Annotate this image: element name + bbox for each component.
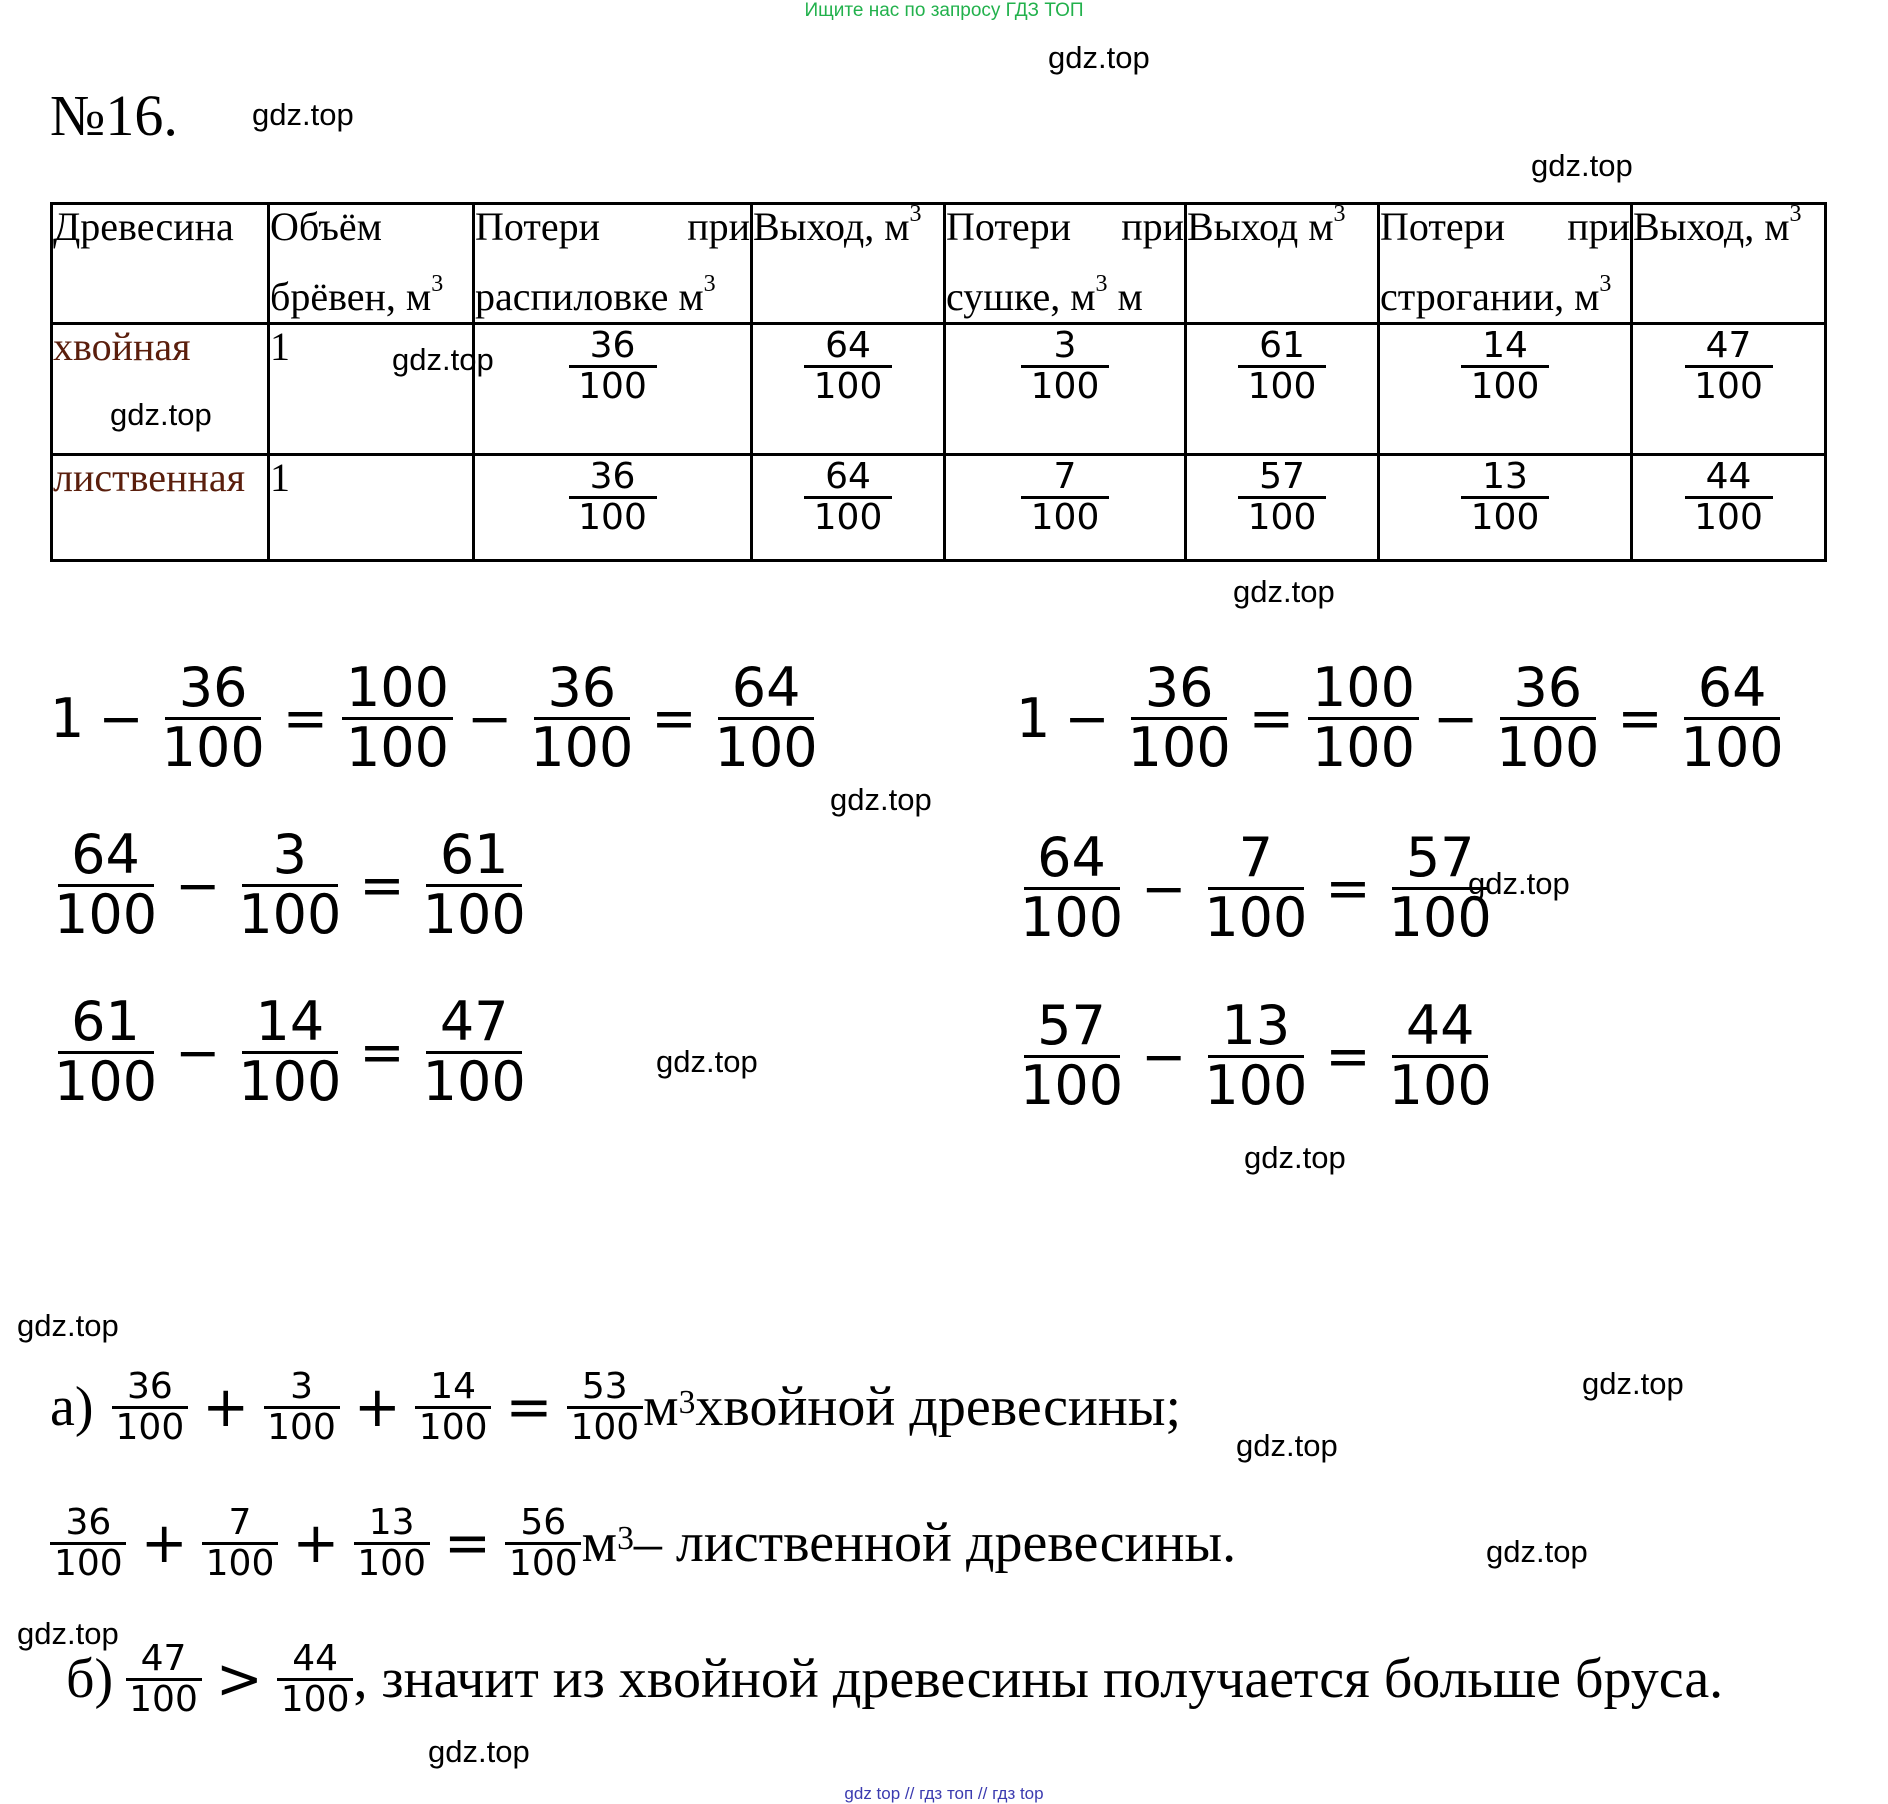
table-cell: $\frac{47}{100}$ (1632, 324, 1826, 455)
watermark: gdz.top (656, 1044, 758, 1079)
calc-left-row-1: 1 − $\frac{36}{100}$ = $\frac{100}{100}$ − $\frac{36}{100}$ = $\frac{64}{100}$ (50, 656, 818, 779)
answer-a-line-1: а) $\frac{36}{100}$ + $\frac{3}{100}$ + $\frac{14}{100}$ = $\frac{53}{100}$ м $^3$ хвойной древесины; (50, 1366, 1182, 1448)
calc-right-row-3: $\frac{57}{100}$ − $\frac{13}{100}$ = $\frac{44}{100}$ (1020, 994, 1492, 1117)
answer-b-line: б) $\frac{47}{100}$ > $\frac{44}{100}$ , значит из хвойной древесины получается больше бруса. (66, 1638, 1724, 1720)
calc-left-row-3: $\frac{61}{100}$ − $\frac{14}{100}$ = $\frac{47}{100}$ (54, 990, 526, 1113)
row-wood-label: лиственная (52, 455, 269, 561)
watermark: gdz.top (1582, 1366, 1684, 1401)
calc-right-row-2: $\frac{64}{100}$ − $\frac{7}{100}$ = $\frac{57}{100}$ (1020, 826, 1492, 949)
answer-a-label: а) (50, 1376, 94, 1439)
header-output-1: Выход, $м^3$ (752, 204, 945, 324)
watermark: gdz.top (1236, 1428, 1338, 1463)
header-drying-loss: Потери при сушке, $м^3$ м (945, 204, 1186, 324)
table-cell: $\frac{36}{100}$ (474, 455, 752, 561)
table-header-row (52, 204, 1826, 324)
watermark: gdz.top (17, 1308, 119, 1343)
table-cell: $\frac{64}{100}$ (752, 455, 945, 561)
table-row (52, 455, 1826, 561)
row-volume: 1 (269, 324, 474, 455)
table-row (52, 324, 1826, 455)
watermark: gdz.top (110, 397, 212, 432)
table-cell: $\frac{14}{100}$ (1379, 324, 1632, 455)
watermark: gdz.top (1468, 866, 1570, 901)
answer-b-label: б) (66, 1648, 114, 1711)
header-output-3: Выход, $м^3$ (1632, 204, 1826, 324)
watermark: gdz.top (252, 97, 354, 132)
watermark: gdz.top (830, 782, 932, 817)
watermark: gdz.top (1244, 1140, 1346, 1175)
header-planing-loss: Потери при строгании, $м^3$ (1379, 204, 1632, 324)
watermark: gdz.top (1233, 574, 1335, 609)
table-cell: $\frac{3}{100}$ (945, 324, 1186, 455)
watermark: gdz.top (392, 342, 494, 377)
table-cell: $\frac{64}{100}$ (752, 324, 945, 455)
watermark: gdz.top (428, 1734, 530, 1769)
calc-right-row-1: 1 − $\frac{36}{100}$ = $\frac{100}{100}$ − $\frac{36}{100}$ = $\frac{64}{100}$ (1016, 656, 1784, 779)
answer-a-line-2: $\frac{36}{100}$ + $\frac{7}{100}$ + $\frac{13}{100}$ = $\frac{56}{100}$ м $^3$ – лиственной древесины. (50, 1504, 1236, 1583)
promo-note: Ищите нас по запросу ГДЗ ТОП (804, 0, 1084, 21)
row-wood-label: хвойная (52, 324, 269, 455)
table-cell: $\frac{57}{100}$ (1186, 455, 1379, 561)
table-cell: $\frac{13}{100}$ (1379, 455, 1632, 561)
header-volume: Объём брёвен, $м^3$ (269, 204, 474, 324)
problem-number: №16. (50, 83, 178, 148)
table-cell: $\frac{7}{100}$ (945, 455, 1186, 561)
watermark: gdz.top (1048, 40, 1150, 75)
header-sawing-loss: Потери при распиловке $м^3$ (474, 204, 752, 324)
calc-left-row-2: $\frac{64}{100}$ − $\frac{3}{100}$ = $\frac{61}{100}$ (54, 823, 526, 946)
table-cell: $\frac{44}{100}$ (1632, 455, 1826, 561)
wood-table (50, 202, 1827, 562)
watermark: gdz.top (1486, 1534, 1588, 1569)
footer-note: gdz top // гдз топ // гдз top (844, 1784, 1044, 1803)
watermark: gdz.top (17, 1616, 119, 1651)
table-cell: $\frac{36}{100}$ (474, 324, 752, 455)
header-output-2: Выход $м^3$ (1186, 204, 1379, 324)
watermark: gdz.top (1531, 148, 1633, 183)
header-wood: Древесина (52, 204, 269, 324)
row-volume: 1 (269, 455, 474, 561)
table-cell: $\frac{61}{100}$ (1186, 324, 1379, 455)
